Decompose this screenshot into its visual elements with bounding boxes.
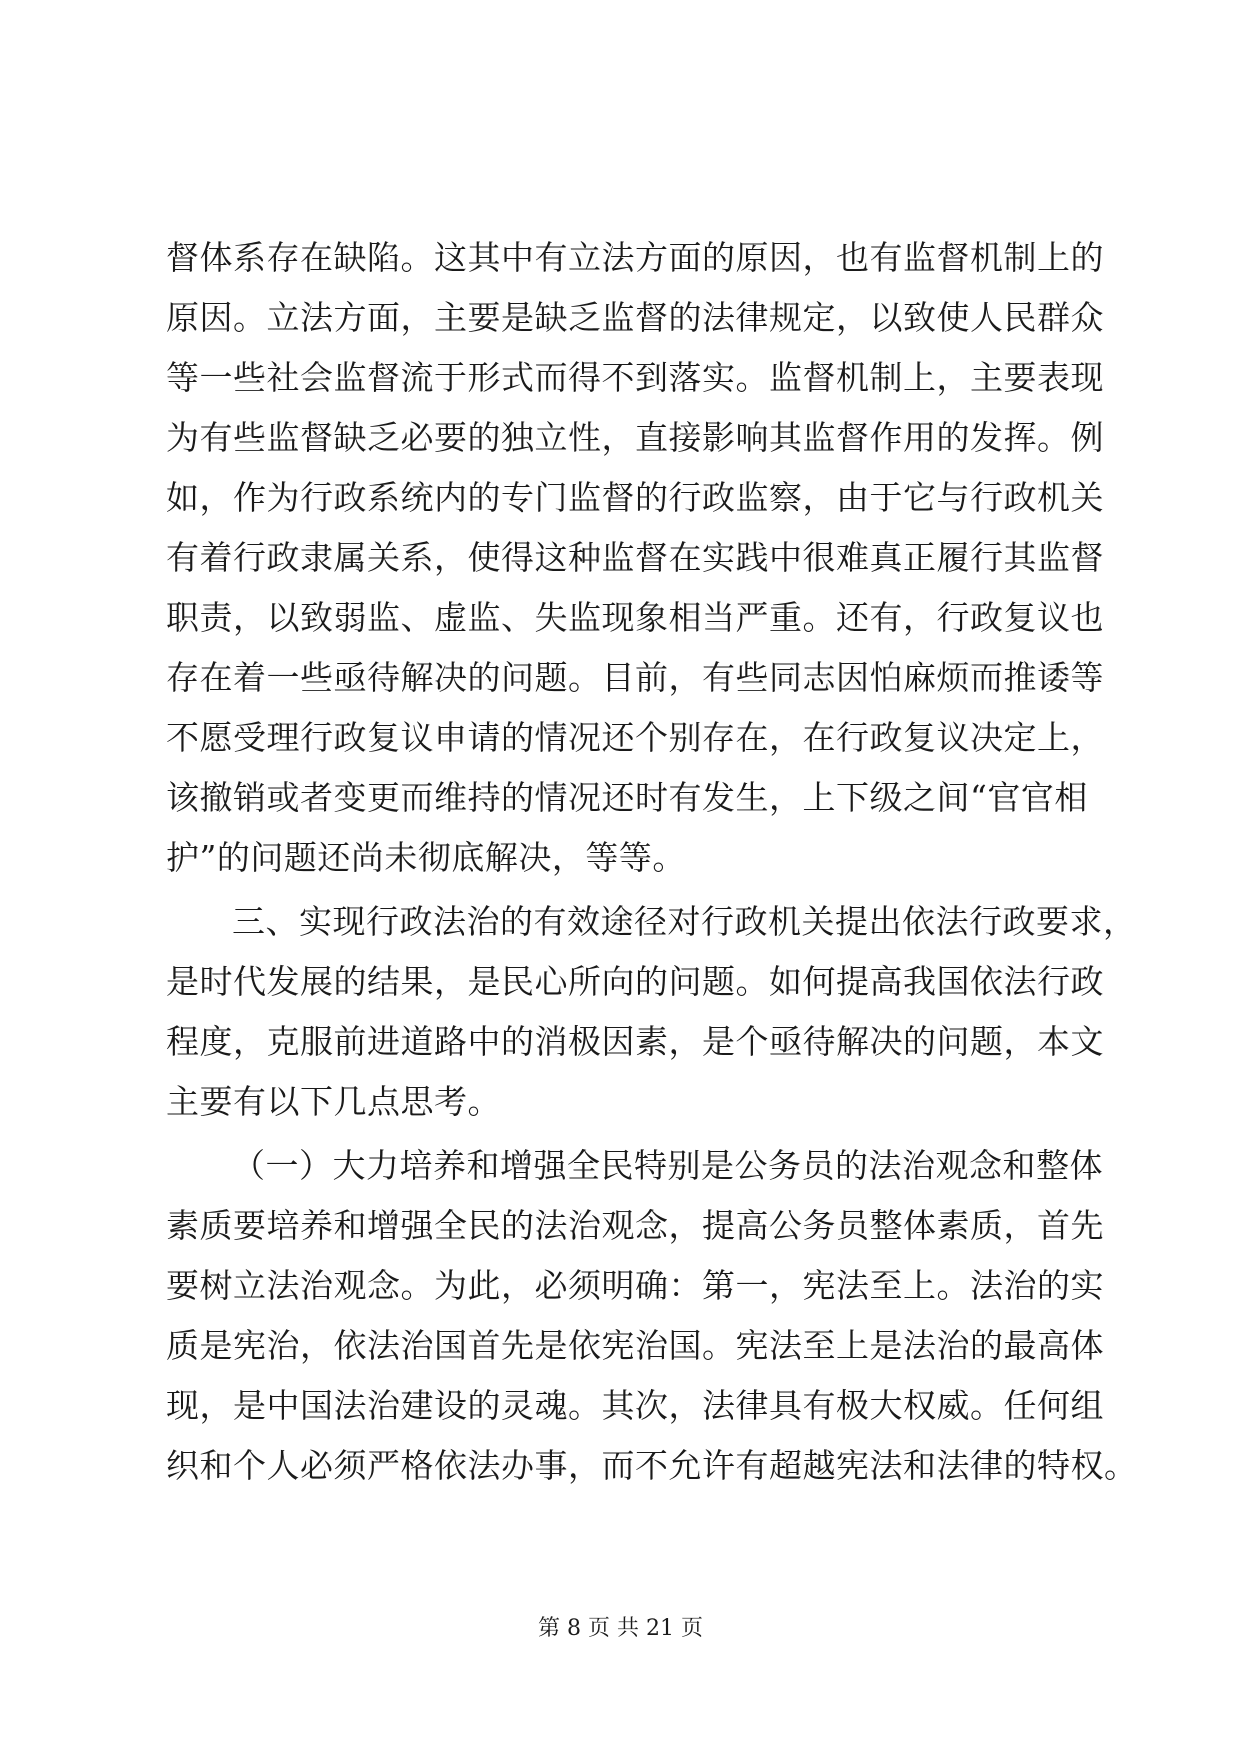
- text-line: 不愿受理行政复议申请的情况还个别存在，在行政复议决定上，: [166, 718, 1104, 757]
- text-line: 如，作为行政系统内的专门监督的行政监察，由于它与行政机关: [166, 478, 1104, 517]
- text-line: 是时代发展的结果，是民心所向的问题。如何提高我国依法行政: [166, 962, 1104, 1001]
- text-line: 为有些监督缺乏必要的独立性，直接影响其监督作用的发挥。例: [166, 418, 1104, 457]
- text-line: 现，是中国法治建设的灵魂。其次，法律具有极大权威。任何组: [166, 1386, 1104, 1425]
- text-line: 主要有以下几点思考。: [166, 1082, 501, 1121]
- text-line: 要树立法治观念。为此，必须明确：第一，宪法至上。法治的实: [166, 1266, 1104, 1305]
- page-number-footer: 第 8 页 共 21 页: [538, 1616, 703, 1641]
- text-line: 素质要培养和增强全民的法治观念，提高公务员整体素质，首先: [166, 1206, 1104, 1245]
- text-line: 质是宪治，依法治国首先是依宪治国。宪法至上是法治的最高体: [166, 1326, 1104, 1365]
- subsection-heading-line: （一）大力培养和增强全民特别是公务员的法治观念和整体: [232, 1146, 1103, 1185]
- text-line: 职责，以致弱监、虚监、失监现象相当严重。还有，行政复议也: [166, 598, 1104, 637]
- text-line: 护”的问题还尚未彻底解决，等等。: [166, 838, 686, 877]
- text-line: 该撤销或者变更而维持的情况还时有发生，上下级之间“官官相: [166, 778, 1088, 817]
- text-line: 等一些社会监督流于形式而得不到落实。监督机制上，主要表现: [166, 358, 1104, 397]
- text-line: 织和个人必须严格依法办事，而不允许有超越宪法和法律的特权。: [166, 1446, 1138, 1485]
- text-line: 有着行政隶属关系，使得这种监督在实践中很难真正履行其监督: [166, 538, 1104, 577]
- section-heading-line: 三、实现行政法治的有效途径对行政机关提出依法行政要求，: [232, 902, 1137, 941]
- text-line: 程度，克服前进道路中的消极因素，是个亟待解决的问题，本文: [166, 1022, 1104, 1061]
- text-line: 原因。立法方面，主要是缺乏监督的法律规定，以致使人民群众: [166, 298, 1104, 337]
- text-line: 存在着一些亟待解决的问题。目前，有些同志因怕麻烦而推诿等: [166, 658, 1104, 697]
- text-line: 督体系存在缺陷。这其中有立法方面的原因，也有监督机制上的: [166, 238, 1104, 277]
